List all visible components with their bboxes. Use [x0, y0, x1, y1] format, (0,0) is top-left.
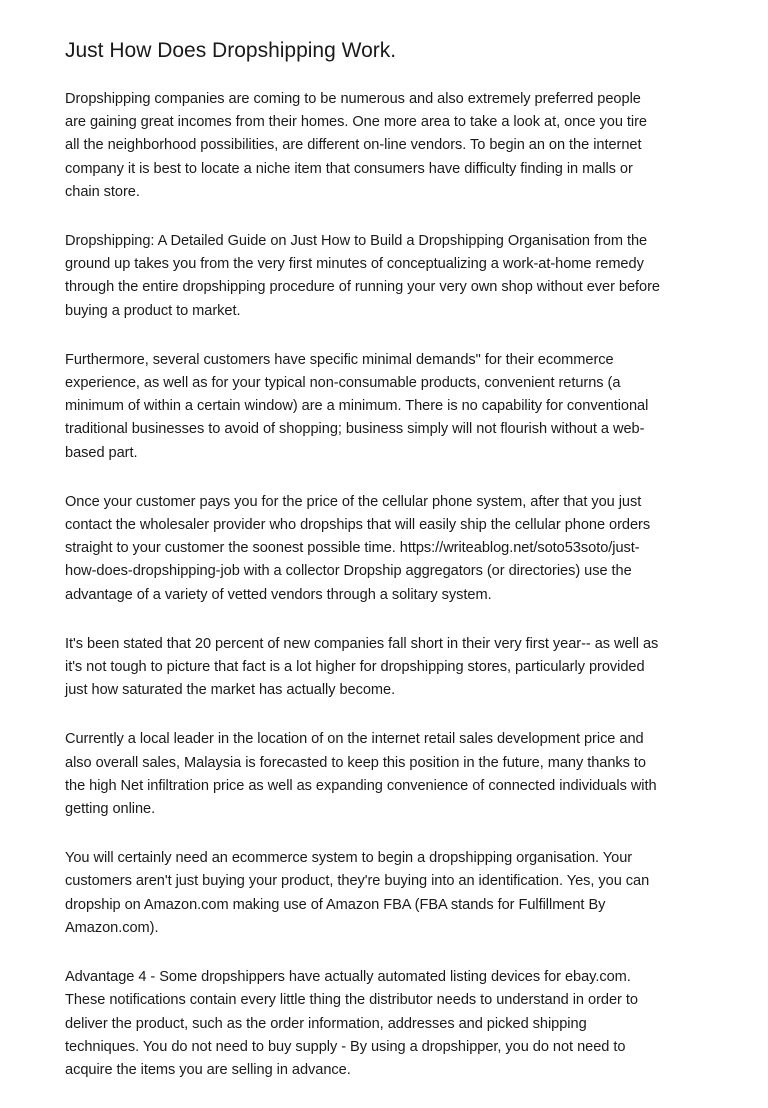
- text-line: Advantage 4 - Some dropshippers have actually automated listing devices for ebay.com.: [65, 969, 631, 986]
- paragraph-5: [65, 633, 715, 703]
- text-line: based part.: [65, 444, 138, 461]
- text-line: chain store.: [65, 183, 140, 200]
- text-line: Dropshipping companies are coming to be numerous and also extremely preferred people: [65, 91, 641, 107]
- text-line: also overall sales, Malaysia is forecasted to keep this position in the future, many thanks to: [65, 754, 646, 771]
- text-line: are gaining great incomes from their homes. One more area to take a look at, once you tire: [65, 114, 647, 131]
- text-line: techniques. You do not need to buy supply - By using a dropshipper, you do not need to: [65, 1038, 626, 1055]
- paragraph-4: [65, 491, 715, 607]
- text-line: the high Net infiltration price as well as expanding convenience of connected individuals with: [65, 777, 657, 794]
- text-line: advantage of a variety of vetted vendors through a solitary system.: [65, 586, 492, 603]
- text-line: minimum of within a certain window) are a minimum. There is no capability for conventional: [65, 398, 649, 415]
- text-line: buying a product to market.: [65, 302, 241, 319]
- text-line: all the neighborhood possibilities, are different on-line vendors. To begin an on the internet: [65, 137, 642, 154]
- page-title: Just How Does Dropshipping Work.: [65, 39, 397, 62]
- text-line: contact the wholesaler provider who dropships that will easily ship the cellular phone orders: [65, 517, 651, 534]
- text-line: straight to your customer the soonest possible time. https://writeablog.net/soto53soto/just-: [65, 540, 640, 557]
- text-line: Furthermore, several customers have specific minimal demands" for their ecommerce: [65, 351, 614, 368]
- text-line: dropship on Amazon.com making use of Amazon FBA (FBA stands for Fulfillment By: [65, 896, 606, 913]
- text-line: These notifications contain every little thing the distributor needs to understand in order to: [65, 992, 638, 1009]
- text-line: just how saturated the market has actually become.: [65, 682, 396, 699]
- text-line: it's not tough to picture that fact is a lot higher for dropshipping stores, particularly provided: [65, 659, 645, 676]
- text-line: Once your customer pays you for the price of the cellular phone system, after that you just: [65, 493, 642, 510]
- text-line: Dropshipping: A Detailed Guide on Just How to Build a Dropshipping Organisation from the: [65, 233, 648, 250]
- text-line: You will certainly need an ecommerce system to begin a dropshipping organisation. Your: [65, 850, 633, 867]
- text-line: Amazon.com).: [65, 919, 159, 936]
- paragraph-3: [65, 349, 715, 465]
- text-line: through the entire dropshipping procedure of running your very own shop without ever before: [65, 279, 660, 296]
- text-line: experience, as well as for your typical non-consumable products, convenient returns (a: [65, 375, 621, 392]
- text-line: Currently a local leader in the location of on the internet retail sales development price and: [65, 731, 644, 748]
- paragraph-6: [65, 728, 715, 821]
- text-line: company it is best to locate a niche item that consumers have difficulty finding in malls or: [65, 160, 633, 177]
- document-body: [65, 88, 715, 1108]
- text-line: acquire the items you are selling in advance.: [65, 1061, 351, 1078]
- text-line: It's been stated that 20 percent of new companies fall short in their very first year-- as well as: [65, 635, 659, 652]
- text-line: getting online.: [65, 801, 156, 818]
- paragraph-1: [65, 88, 715, 204]
- text-line: deliver the product, such as the order information, addresses and picked shipping: [65, 1015, 587, 1032]
- text-line: ground up takes you from the very first minutes of conceptualizing a work-at-home remedy: [65, 256, 644, 273]
- text-line: how-does-dropshipping-job with a collector Dropship aggregators (or directories) use the: [65, 563, 632, 580]
- paragraph-7: [65, 847, 715, 940]
- paragraph-8: [65, 966, 715, 1082]
- text-line: customers aren't just buying your product, they're buying into an identification. Yes, you can: [65, 873, 650, 890]
- paragraph-2: [65, 230, 715, 323]
- text-line: traditional businesses to avoid of shopping; business simply will not flourish without a web-: [65, 421, 645, 438]
